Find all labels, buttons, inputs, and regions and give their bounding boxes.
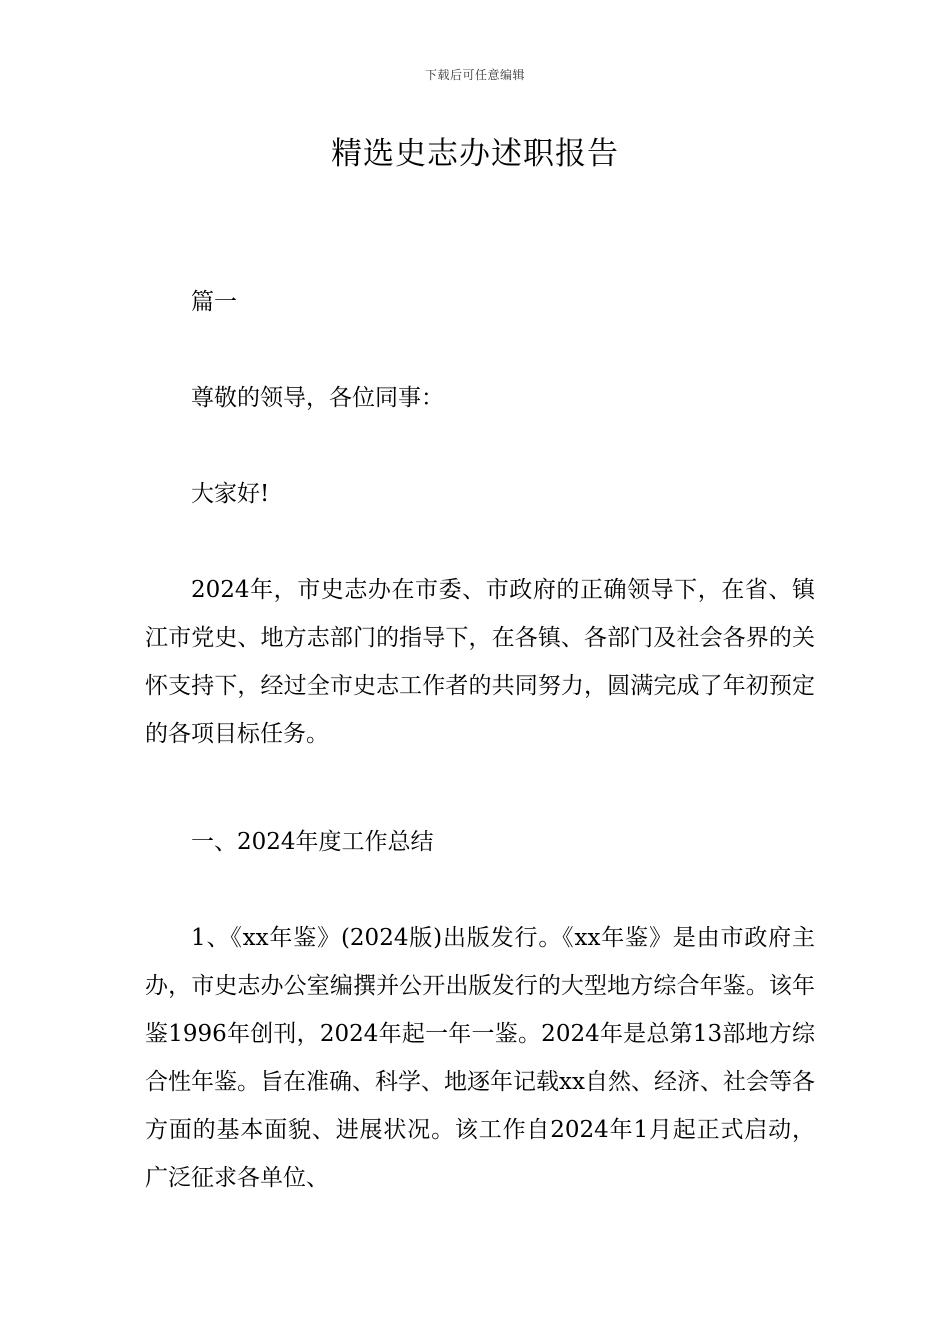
header-note: 下载后可任意编辑: [424, 68, 525, 82]
section-heading: 一、2024年度工作总结: [191, 829, 434, 855]
item-paragraph: 1、《xx年鉴》(2024版)出版发行。《xx年鉴》是由市政府主办，市史志办公室编撰并公开出版发行的大型地方综合年鉴。该年鉴1996年创刊，2024年起一年一鉴。2024年是总第13部地方综合性年鉴。旨在准确、科学、地逐年记载xx自然、经济、社会等各方面的基本面貌、进展状况。该工作自2024年1月起正式启动，广泛征求各单位、: [145, 925, 815, 1191]
section-label: 篇一: [191, 289, 237, 315]
intro-paragraph: 2024年，市史志办在市委、市政府的正确领导下，在省、镇江市党史、地方志部门的指导下，在各镇、各部门及社会各界的关怀支持下，经过全市史志工作者的共同努力，圆满完成了年初预定的各项目标任务。: [145, 577, 815, 747]
document-title: 精选史志办述职报告: [331, 136, 619, 172]
greeting-paragraph: 大家好!: [191, 481, 270, 507]
salutation-paragraph: 尊敬的领导，各位同事：: [191, 385, 444, 411]
